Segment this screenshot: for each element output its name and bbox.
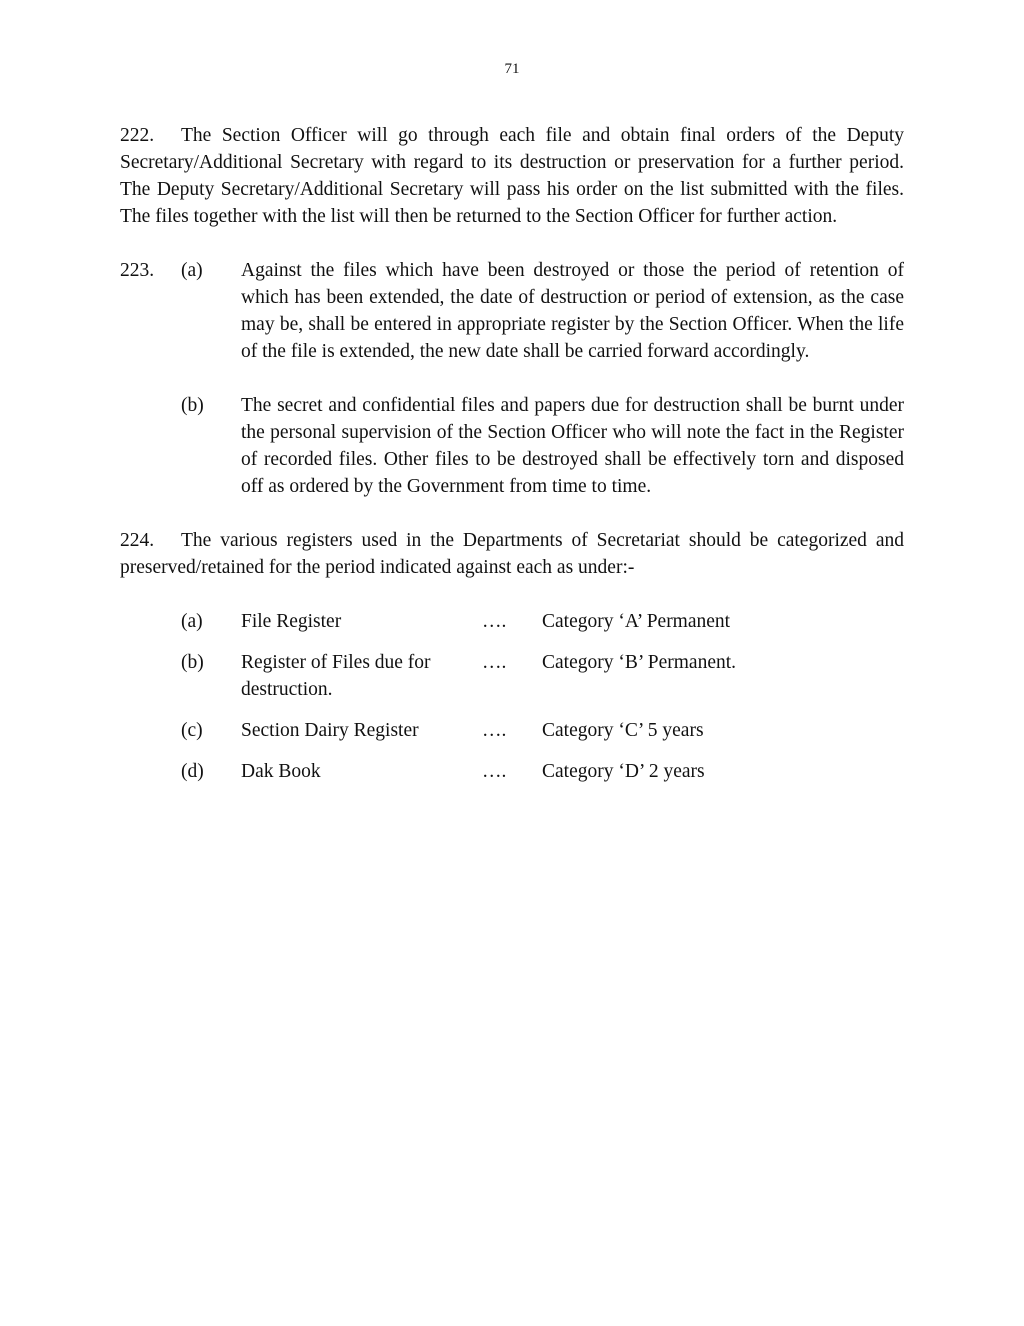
- row-letter: (c): [181, 720, 203, 741]
- clause-letter: (a): [181, 260, 203, 281]
- register-category: Category ‘A’ Permanent: [542, 611, 731, 632]
- paragraph-number: 223.: [120, 260, 155, 281]
- register-category: Category ‘D’ 2 years: [542, 761, 705, 782]
- clause-indent: [120, 392, 181, 500]
- paragraph-text: The various registers used in the Departments of Secretariat should be categorized and preserved/retained for the period indicated against each as under:-: [120, 530, 904, 578]
- register-name: Section Dairy Register: [241, 720, 419, 741]
- clause-text: The secret and confidential files and papers due for destruction shall be burnt under the personal supervision of the Section Officer who will note the fact in the Register of recorded files. Other files to be destroyed shall be effectively torn and disposed off as ordered by the Government from time to time.: [241, 395, 904, 497]
- register-name: File Register: [241, 611, 342, 632]
- leader-dots: ….: [482, 720, 507, 741]
- row-letter: (b): [181, 652, 204, 673]
- table-row: [120, 608, 904, 635]
- paragraph-text: The Section Officer will go through each file and obtain final orders of the Deputy Secretary/Additional Secretary with regard to its destruction or preservation for a further period. The Deputy Secretary/Additional Secretary will pass his order on the list submitted with the files. The files together with the list will then be returned to the Section Officer for further action.: [120, 125, 904, 227]
- table-row: [120, 649, 904, 703]
- paragraph-223-b: [120, 392, 904, 500]
- register-category: Category ‘B’ Permanent.: [542, 652, 737, 673]
- paragraph-223-a: [120, 257, 904, 365]
- leader-dots: ….: [482, 761, 507, 782]
- register-categories-table: [120, 608, 904, 785]
- paragraph-number: 222.: [120, 125, 155, 146]
- paragraph-number: 224.: [120, 530, 155, 551]
- page-number: 71: [504, 61, 520, 77]
- register-category: Category ‘C’ 5 years: [542, 720, 704, 741]
- document-body: [120, 122, 904, 799]
- row-letter: (d): [181, 761, 204, 782]
- paragraph-224: [120, 527, 904, 581]
- clause-letter: (b): [181, 395, 204, 416]
- leader-dots: ….: [482, 652, 507, 673]
- table-row: [120, 758, 904, 785]
- paragraph-222: [120, 122, 904, 230]
- leader-dots: ….: [482, 611, 507, 632]
- register-name: Dak Book: [241, 761, 321, 782]
- clause-text: Against the files which have been destroyed or those the period of retention of which has been extended, the date of destruction or period of extension, as the case may be, shall be entered in appropriate register by the Section Officer. When the life of the file is extended, the new date shall be carried forward accordingly.: [241, 260, 904, 362]
- table-row: [120, 717, 904, 744]
- register-name: Register of Files due for destruction.: [241, 652, 431, 700]
- row-letter: (a): [181, 611, 203, 632]
